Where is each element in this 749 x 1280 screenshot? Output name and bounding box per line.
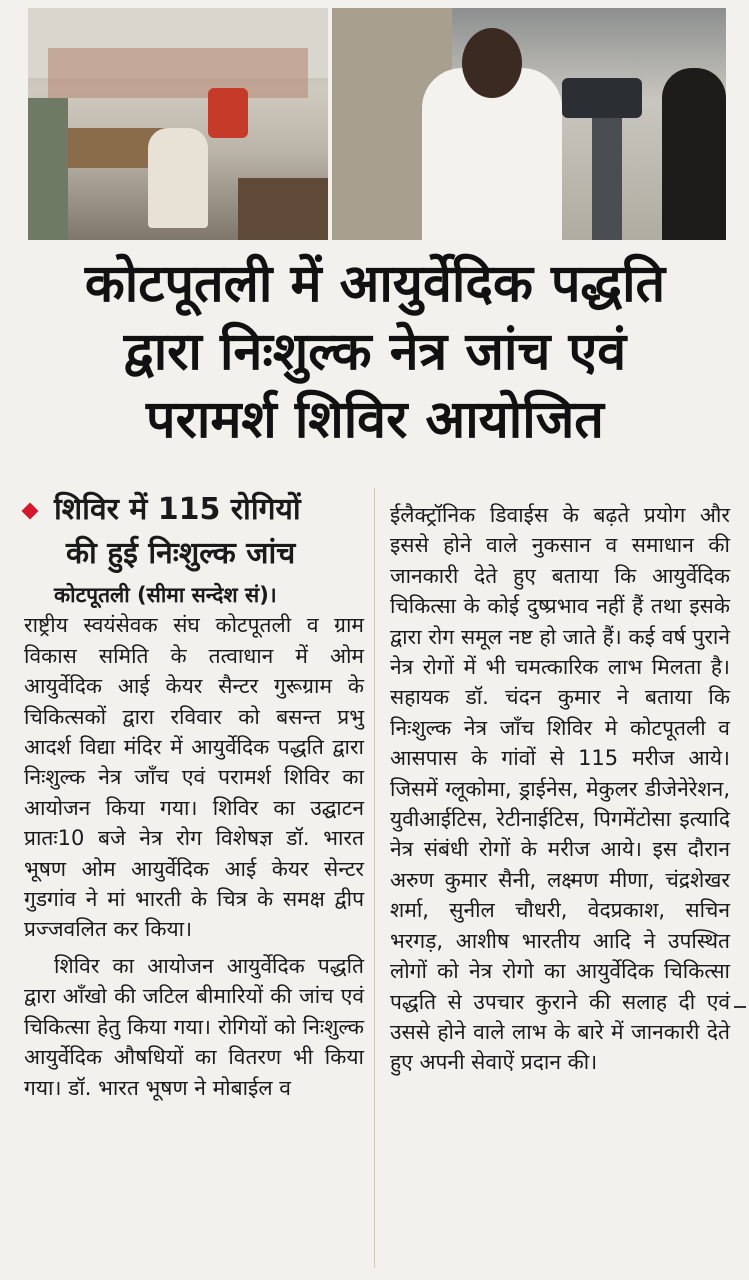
photo-eye-exam xyxy=(332,8,726,240)
photo-camp-hall xyxy=(28,8,328,240)
article-paragraph-3: ईलैक्ट्रॉनिक डिवाईस के बढ़ते प्रयोग और इससे होने वाले नुकसान व समाधान की जानकारी देते हुए बताया कि आयुर्वेदिक चिकित्सा के कोई दुष्प्रभाव नहीं हैं तथा इसके द्वारा रोग समूल नष्ट हो जाते हैं। कई वर्ष पुराने नेत्र रोगों में भी चमत्कारिक लाभ मिलता है।सहायक डॉ. चंदन कुमार ने बताया कि निःशुल्क नेत्र जाँच शिविर मे कोटपूतली व आसपास के गांवों से 115 मरीज आये। जिसमें ग्लूकोमा, ड्राईनेस, मेकुलर डीजेनेरेशन, युवीआईटिस, रेटीनाईटिस, पिगमेंटोसा इत्यादि नेत्र संबंधी रोगों के मरीज आये। इस दौरान अरुण कुमार सैनी, लक्ष्मण मीणा, चंद्रशेखर शर्मा, सुनील चौधरी, वेदप्रकाश, सचिन भरगड़, आशीष भारतीय आदि ने उपस्थित लोगों को नेत्र रोगो का आयुर्वेदिक चिकित्सा पद्धति से उपचार कुराने की सलाह दी एवं उससे होने वाले लाभ के बारे में जानकारी देते हुए अपनी सेवाऐं प्रदान की। xyxy=(390,503,730,1075)
edge-dash xyxy=(734,1006,746,1008)
column-divider xyxy=(374,488,375,1268)
headline-line-2: द्वारा निःशुल्क नेत्र जांच एवं xyxy=(123,322,627,382)
headline-line-3: परामर्श शिविर आयोजित xyxy=(146,390,604,450)
headline xyxy=(20,250,730,454)
subheadline-line-1: शिविर में 115 रोगियों xyxy=(54,492,301,527)
headline-line-1: कोटपूतली में आयुर्वेदिक पद्धति xyxy=(84,254,666,314)
article-paragraph-2: शिविर का आयोजन आयुर्वेदिक पद्धति द्वारा आँखो की जटिल बीमारियों की जांच एवं चिकित्सा हेतु किया गया। रोगियों को निःशुल्क आयुर्वेदिक औषधियों का वितरण भी किया गया। डॉ. भारत भूषण ने मोबाईल व xyxy=(24,953,364,1100)
diamond-bullet-icon xyxy=(22,502,39,519)
dateline: कोटपूतली (सीमा सन्देश सं)। xyxy=(54,583,277,607)
column-left xyxy=(24,488,364,1103)
column-right xyxy=(390,500,730,1078)
article-paragraph-1: राष्ट्रीय स्वयंसेवक संघ कोटपूतली व ग्राम विकास समिति के तत्वाधान में ओम आयुर्वेदिक आई केयर सैन्टर गुरूग्राम के चिकित्सकों द्वारा रविवार को बसन्त प्रभु आदर्श विद्या मंदिर में आयुर्वेदिक पद्धति द्वारा निःशुल्क नेत्र जाँच एवं परामर्श शिविर का आयोजन किया गया। शिविर का उद्घाटन प्रातः10 बजे नेत्र रोग विशेषज्ञ डॉ. भारत भूषण ओम आयुर्वेदिक आई केयर सेन्टर गुडगांव ने मां भारती के चित्र के समक्ष द्वीप प्रज्जवलित कर किया। xyxy=(24,613,364,942)
photo-strip xyxy=(28,8,726,240)
subheadline-line-2: की हुई निःशुल्क जांच xyxy=(66,536,296,571)
subheadline xyxy=(24,488,364,576)
